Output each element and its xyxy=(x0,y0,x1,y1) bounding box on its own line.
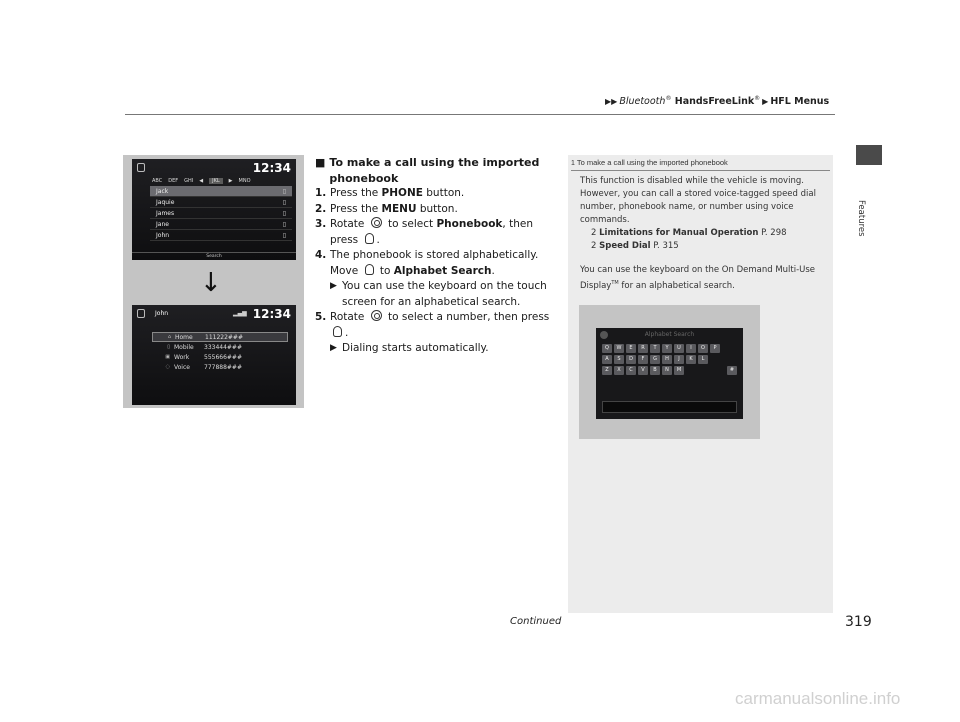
keyboard-title-text: Alphabet Search xyxy=(644,331,695,338)
key-l[interactable]: L xyxy=(698,355,708,364)
keyboard-title xyxy=(596,328,743,342)
section-label: Features xyxy=(856,200,866,237)
key-h[interactable]: H xyxy=(662,355,672,364)
key-z[interactable]: Z xyxy=(602,366,612,375)
selector-knob-icon xyxy=(371,217,382,228)
phone-label: Work xyxy=(174,353,190,361)
note-paragraph xyxy=(580,264,830,293)
step-2 xyxy=(315,202,560,218)
phone-label: Home xyxy=(175,333,193,341)
keyboard-screenshot xyxy=(579,305,760,439)
key-s[interactable]: S xyxy=(614,355,624,364)
contact-name: John xyxy=(156,231,170,239)
step-text: to select xyxy=(384,218,437,230)
phone-icon: ▯ xyxy=(282,198,286,206)
key-b[interactable]: B xyxy=(650,366,660,375)
step-text: button. xyxy=(422,187,465,199)
contact-name: James xyxy=(156,209,175,217)
list-item[interactable] xyxy=(150,208,292,219)
table-row[interactable] xyxy=(152,362,288,372)
ref-marker: 2 xyxy=(591,228,597,238)
keyboard-row-3 xyxy=(596,366,743,375)
breadcrumb-hfl-menus: HFL Menus xyxy=(770,96,830,108)
ref-title: Speed Dial xyxy=(599,241,651,251)
note-title xyxy=(571,158,728,167)
list-item[interactable] xyxy=(150,197,292,208)
step-text: . xyxy=(345,326,349,339)
step-text: to select a number, then press xyxy=(384,311,550,323)
ref-title: Limitations for Manual Operation xyxy=(599,228,759,238)
alphabet-search-label: Alphabet Search xyxy=(393,264,492,277)
list-item[interactable] xyxy=(150,186,292,197)
key-r[interactable]: R xyxy=(638,344,648,353)
step-text: Press the xyxy=(330,187,382,199)
step-text: . xyxy=(491,264,495,277)
step-number: 3. xyxy=(315,218,327,230)
search-entry-field[interactable] xyxy=(602,401,737,413)
continued-label: Continued xyxy=(510,616,562,627)
breadcrumb-arrow: ▶▶ xyxy=(605,97,618,107)
key-p[interactable]: P xyxy=(710,344,720,353)
watermark: carmanualsonline.info xyxy=(735,689,901,708)
breadcrumb-arrow-2: ▶ xyxy=(762,97,769,107)
key-d[interactable]: D xyxy=(626,355,636,364)
key-j[interactable]: J xyxy=(674,355,684,364)
screen-clock: 12:34 xyxy=(252,160,291,175)
right-arrow-icon: ▶ xyxy=(228,178,233,184)
keyboard-row-1 xyxy=(596,344,743,353)
contact-name: Jaquie xyxy=(156,198,175,206)
table-row[interactable] xyxy=(152,352,288,362)
key-t[interactable]: T xyxy=(650,344,660,353)
key-x[interactable]: X xyxy=(614,366,624,375)
side-note-panel xyxy=(568,155,833,613)
selector-knob-icon xyxy=(371,310,382,321)
key-hash[interactable]: # xyxy=(727,366,737,375)
sub-arrow-icon: ▶ xyxy=(330,343,337,353)
key-i[interactable]: I xyxy=(686,344,696,353)
key-v[interactable]: V xyxy=(638,366,648,375)
phone-icon xyxy=(137,309,145,318)
contact-list xyxy=(150,186,292,241)
step-4 xyxy=(315,248,560,279)
contact-detail-screen xyxy=(132,305,296,405)
step-5-note xyxy=(315,341,560,357)
down-arrow-icon: ↓ xyxy=(200,268,222,298)
step-text: Move xyxy=(330,264,362,277)
key-w[interactable]: W xyxy=(614,344,624,353)
move-knob-icon xyxy=(365,264,374,275)
ref-marker: 2 xyxy=(591,241,597,251)
step-text: , then press xyxy=(330,218,533,246)
header-rule xyxy=(125,114,835,115)
note-body xyxy=(580,175,830,293)
back-icon xyxy=(600,331,608,339)
step-number: 1. xyxy=(315,187,327,199)
phone-number: 111222### xyxy=(205,333,243,341)
tab-mno[interactable]: MNO xyxy=(238,178,251,184)
phone-icon: ▯ xyxy=(282,220,286,228)
key-o[interactable]: O xyxy=(698,344,708,353)
key-n[interactable]: N xyxy=(662,366,672,375)
contact-name: John xyxy=(155,310,169,317)
phone-number: 555666### xyxy=(204,353,242,361)
key-c[interactable]: C xyxy=(626,366,636,375)
key-m[interactable]: M xyxy=(674,366,684,375)
instructions xyxy=(315,155,560,357)
screenshot-panel xyxy=(123,155,304,408)
key-q[interactable]: Q xyxy=(602,344,612,353)
phone-label: Voice xyxy=(174,363,190,371)
table-row[interactable] xyxy=(152,332,288,342)
step-text: Rotate xyxy=(330,218,368,230)
press-knob-icon xyxy=(365,233,374,244)
left-arrow-icon: ◀ xyxy=(199,178,204,184)
cross-reference[interactable] xyxy=(580,240,830,253)
tab-abc[interactable]: ABC xyxy=(152,178,163,184)
phone-icon: ▯ xyxy=(282,187,286,195)
key-k[interactable]: K xyxy=(686,355,696,364)
home-icon: ⌂ xyxy=(167,334,171,340)
ref-page: P. 298 xyxy=(758,228,787,238)
step-number: 2. xyxy=(315,202,327,215)
step-1 xyxy=(315,186,560,202)
phone-number: 333444### xyxy=(204,343,242,351)
note-text: for an alphabetical search. xyxy=(618,280,735,291)
phonebook-label: Phonebook xyxy=(436,218,503,230)
registered-mark-2: ® xyxy=(754,95,761,102)
list-item[interactable] xyxy=(150,219,292,230)
step-text: The phonebook is stored alphabetically. xyxy=(330,249,539,261)
contact-name: Jane xyxy=(156,220,169,228)
list-item[interactable] xyxy=(150,230,292,241)
step-text: . xyxy=(376,233,380,246)
step-4-note xyxy=(315,279,560,310)
voice-icon: ◌ xyxy=(165,364,170,370)
step-text: Press the xyxy=(330,202,382,215)
alphabet-tabs xyxy=(132,176,296,186)
heading-marker: ■ xyxy=(315,156,326,169)
note-text: You can use the keyboard on the touch screen for an alphabetical search. xyxy=(342,280,547,308)
breadcrumb-handsfreelink: HandsFreeLink xyxy=(671,96,755,108)
tab-ghi[interactable]: GHI xyxy=(184,178,194,184)
key-y[interactable]: Y xyxy=(662,344,672,353)
screen-status-bar xyxy=(132,159,296,176)
step-number: 4. xyxy=(315,249,327,261)
note-text: You can use the keyboard on the On Demand Multi-Use Display xyxy=(580,265,816,291)
heading-text: To make a call using the imported phonebook xyxy=(329,156,540,185)
step-number: 5. xyxy=(315,311,327,323)
tab-jkl[interactable]: JKL xyxy=(209,178,223,184)
work-icon: ▣ xyxy=(165,354,170,360)
key-e[interactable]: E xyxy=(626,344,636,353)
contact-name: Jack xyxy=(156,187,169,195)
phone-label: Mobile xyxy=(174,343,194,351)
phone-icon: ▯ xyxy=(282,209,286,217)
section-tab-marker xyxy=(856,145,882,165)
screen-clock: 12:34 xyxy=(252,306,291,321)
key-g[interactable]: G xyxy=(650,355,660,364)
phone-number: 777888### xyxy=(204,363,242,371)
step-5 xyxy=(315,310,560,341)
key-a[interactable]: A xyxy=(602,355,612,364)
note-marker: 1 xyxy=(571,160,575,167)
table-row[interactable] xyxy=(152,342,288,352)
registered-mark: ® xyxy=(665,95,672,102)
section-heading xyxy=(315,155,560,186)
ref-page: P. 315 xyxy=(650,241,679,251)
breadcrumb xyxy=(605,95,829,107)
press-knob-icon xyxy=(333,326,342,337)
phone-number-list xyxy=(152,332,288,372)
search-tab[interactable]: Search xyxy=(132,252,296,259)
cross-reference[interactable] xyxy=(580,227,830,240)
phonebook-screen xyxy=(132,159,296,260)
trademark: TM xyxy=(611,280,619,286)
mobile-icon: ▯ xyxy=(167,344,170,350)
sub-arrow-icon: ▶ xyxy=(330,281,337,291)
breadcrumb-bluetooth: Bluetooth xyxy=(619,96,666,108)
screen-status-bar xyxy=(132,305,296,322)
note-text: Dialing starts automatically. xyxy=(342,342,489,354)
note-title-text: To make a call using the imported phonebook xyxy=(576,158,728,167)
keyboard-row-2 xyxy=(596,355,743,364)
step-text: button. xyxy=(416,202,458,215)
menu-button-label: MENU xyxy=(381,202,417,215)
phone-icon xyxy=(137,163,145,172)
key-u[interactable]: U xyxy=(674,344,684,353)
phone-button-label: PHONE xyxy=(381,187,423,199)
keyboard-screen xyxy=(596,328,743,419)
step-text: to xyxy=(376,264,394,277)
tab-def[interactable]: DEF xyxy=(168,178,179,184)
key-f[interactable]: F xyxy=(638,355,648,364)
phone-icon: ▯ xyxy=(282,231,286,239)
page-number: 319 xyxy=(845,614,872,630)
note-paragraph: This function is disabled while the vehicle is moving. However, you can call a stored voice-tagged speed dial number, phonebook name, or number using voice commands. xyxy=(580,176,816,225)
step-3 xyxy=(315,217,560,248)
signal-icon: ▂▄▆ xyxy=(232,310,247,317)
step-text: Rotate xyxy=(330,311,368,323)
